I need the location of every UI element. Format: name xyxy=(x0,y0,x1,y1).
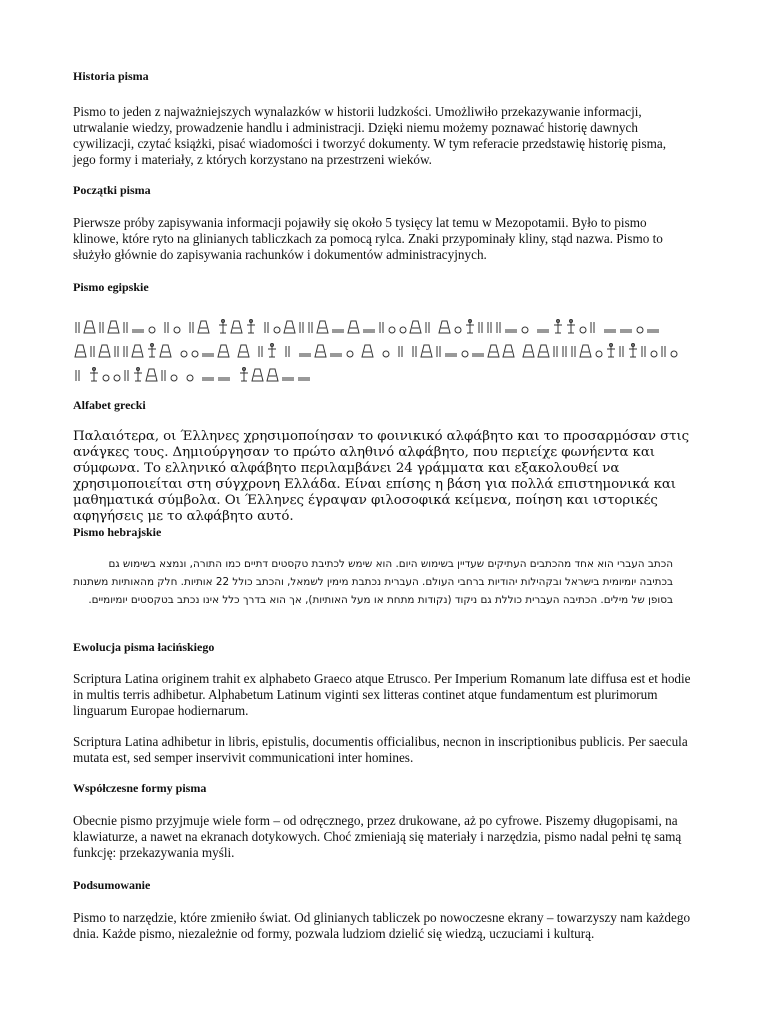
hebrew-heading-block xyxy=(73,524,691,540)
hieroglyph-glyph xyxy=(399,346,402,357)
hieroglyph-glyph xyxy=(267,369,278,381)
summary-block xyxy=(73,910,691,942)
hieroglyph-glyph xyxy=(103,375,109,381)
hieroglyph-glyph xyxy=(538,345,549,357)
hieroglyph-glyph xyxy=(466,320,474,334)
latin-block-1 xyxy=(73,671,691,719)
hieroglyph-glyph xyxy=(439,321,450,333)
hieroglyph-glyph xyxy=(567,320,575,334)
hieroglyph-glyph xyxy=(637,327,643,333)
latin-block-2 xyxy=(73,734,691,766)
hieroglyph-glyph xyxy=(274,327,280,333)
hieroglyph-glyph xyxy=(363,330,375,332)
hieroglyph-glyph xyxy=(282,378,294,380)
hieroglyph-glyph xyxy=(554,346,557,357)
hieroglyph-glyph xyxy=(488,322,491,333)
hieroglyph-glyph xyxy=(389,327,395,333)
hieroglyph-glyph xyxy=(114,375,120,381)
hieroglyph-glyph xyxy=(160,345,171,357)
hieroglyph-glyph xyxy=(75,345,86,357)
hieroglyph-glyph xyxy=(132,345,143,357)
egyptian-heading-block xyxy=(73,279,691,295)
hieroglyph-glyph xyxy=(132,330,144,332)
hieroglyph-glyph xyxy=(651,351,657,357)
hieroglyph-glyph xyxy=(218,345,229,357)
hieroglyph-glyph xyxy=(642,346,645,357)
hieroglyph-glyph xyxy=(299,354,311,356)
beginnings-block xyxy=(73,215,691,263)
hieroglyph-glyph xyxy=(240,368,248,382)
hieroglyph-glyph xyxy=(146,369,157,381)
hieroglyph-glyph xyxy=(523,345,534,357)
hieroglyph-glyph xyxy=(298,378,310,380)
hieroglyph-glyph xyxy=(125,370,128,381)
hieroglyph-glyph xyxy=(174,327,180,333)
hieroglyph-glyph xyxy=(348,321,359,333)
hieroglyph-glyph xyxy=(445,354,457,356)
hieroglyph-glyph xyxy=(268,344,276,358)
hieroglyph-glyph xyxy=(149,327,155,333)
beginnings-paragraph: Pierwsze próby zapisywania informacji pojawiły się około 5 tysięcy lat temu w Mezopotamii. Było to pismo klinowe, które ryto na glinianych tabliczkach za pomocą rylca. Znaki przypominały kliny, stąd nazwa. Pismo to służyło głównie do zapisywania rachunków i dokumentów administracyjnych. xyxy=(73,215,663,262)
greek-paragraph: Παλαιότερα, οι Έλληνες χρησιμοποίησαν το φοινικικό αλφάβητο και το προσαρμόσαν στις ανάγκες τους. Δημιούργησαν το πρώτο αληθινό αλφάβητο, που περιείχε φωνήεντα και σύμφωνα. Το ελληνικό αλφάβητο περιλαμβάνει 24 γράμματα και εξακολουθεί να χρησιμοποιείται στη σύγχρονη Ελλάδα. Είναι επίσης η βάση για πολλά επιστημονικά και μαθηματικά σύμβολα. Οι Έλληνες έγραψαν φιλοσοφικά κείμενα, ποίηση και ιστορικές αφηγήσεις με το αλφάβητο αυτό. xyxy=(73,429,689,524)
hieroglyph-glyph xyxy=(488,345,499,357)
hieroglyph-glyph xyxy=(572,346,575,357)
hieroglyph-glyph xyxy=(537,330,549,332)
section-heading-greek: Alfabet grecki xyxy=(73,398,146,412)
hieroglyph-glyph xyxy=(202,354,214,356)
hieroglyph-glyph xyxy=(591,322,594,333)
modern-block xyxy=(73,813,691,861)
hieroglyph-glyph xyxy=(286,346,289,357)
intro-block xyxy=(73,104,691,168)
section-heading-hebrew: Pismo hebrajskie xyxy=(73,525,162,539)
section-heading-egyptian: Pismo egipskie xyxy=(73,280,149,294)
hieroglyph-glyph xyxy=(202,378,214,380)
hieroglyph-glyph xyxy=(596,351,602,357)
title-block xyxy=(73,68,691,84)
hieroglyph-glyph xyxy=(100,322,103,333)
hieroglyph-glyph xyxy=(505,330,517,332)
hieroglyph-glyph xyxy=(134,368,142,382)
latin-paragraph-1: Scriptura Latina originem trahit ex alphabeto Graeco atque Etrusco. Per Imperium Romanum late diffusa est et hodie in multis terris adhibetur. Alphabetum Latinum viginti sex litteras continet atque fundamentum est plurimorum linguarum Europae hodiernarum. xyxy=(73,671,691,718)
hieroglyph-glyph xyxy=(629,344,637,358)
hieroglyph-glyph xyxy=(162,370,165,381)
hieroglyph-glyph xyxy=(284,321,295,333)
hieroglyph-glyph xyxy=(472,354,484,356)
modern-heading-block xyxy=(73,780,691,796)
latin-heading-block xyxy=(73,639,691,655)
hieroglyph-glyph xyxy=(400,327,406,333)
hieroglyph-glyph xyxy=(362,345,373,357)
summary-paragraph: Pismo to narzędzie, które zmieniło świat. Od glinianych tabliczek po nowoczesne ekrany – towarzyszy nam każdego dnia. Każde pismo, niezależnie od formy, pozwala ludziom dzielić się wiedzą, uczuciami i kulturą. xyxy=(73,910,691,941)
hieroglyph-glyph xyxy=(330,354,342,356)
hieroglyph-glyph xyxy=(580,345,591,357)
greek-block xyxy=(73,429,691,525)
hieroglyph-glyph xyxy=(455,327,461,333)
hieroglyph-glyph xyxy=(99,345,110,357)
hieroglyph-glyph xyxy=(181,351,187,357)
hebrew-block xyxy=(73,555,691,609)
latin-paragraph-2: Scriptura Latina adhibetur in libris, epistulis, documentis officialibus, necnon in inscriptionibus publicis. Per saecula mutata est, sed semper inservivit communicationi inter homines. xyxy=(73,734,688,765)
hieroglyph-glyph xyxy=(259,346,262,357)
hieroglyph-glyph xyxy=(76,370,79,381)
hieroglyph-glyph xyxy=(115,346,118,357)
hieroglyph-glyph xyxy=(76,322,79,333)
hieroglyph-glyph xyxy=(218,378,230,380)
hieroglyph-glyph xyxy=(91,346,94,357)
hieroglyph-glyph xyxy=(383,351,389,357)
hieroglyph-glyph xyxy=(503,345,514,357)
egyptian-block xyxy=(73,313,691,390)
hieroglyph-glyph xyxy=(238,345,249,357)
hieroglyph-glyph xyxy=(647,330,659,332)
hieroglyph-glyph xyxy=(317,321,328,333)
section-heading-modern: Współczesne formy pisma xyxy=(73,781,207,795)
hieroglyph-glyph xyxy=(563,346,566,357)
hieroglyph-glyph xyxy=(148,344,156,358)
hieroglyph-text-image xyxy=(73,313,683,385)
hieroglyph-glyph xyxy=(309,322,312,333)
greek-heading-block xyxy=(73,397,691,413)
hieroglyph-glyph xyxy=(462,351,468,357)
hieroglyph-glyph xyxy=(662,346,665,357)
hieroglyph-glyph xyxy=(315,345,326,357)
hieroglyph-glyph xyxy=(380,322,383,333)
hieroglyph-glyph xyxy=(90,368,98,382)
hieroglyph-glyph xyxy=(604,330,616,332)
hieroglyph-glyph xyxy=(124,346,127,357)
hieroglyph-glyph xyxy=(84,321,95,333)
hebrew-paragraph: הכתב העברי הוא אחד מהכתבים העתיקים שעדיין בשימוש היום. הוא שימש לכתיבת טקסטים דתיים כמו התורה, ונמצא בשימוש גם בכתיבה יומיומית בישראל ובקהילות יהודיות ברחבי העולם. העברית נכתבת מימין לשמאל, והכתב כולל 22 אותיות. חלק מהאותיות משתנות בסופן של מילים. הכתיבה העברית כוללת גם ניקוד (נקודות מתחת או מעל האותיות), אך הוא בדרך כלל אינו נכתב בטקסטים יומיומיים. xyxy=(73,558,673,606)
hieroglyph-glyph xyxy=(187,375,193,381)
hieroglyph-glyph xyxy=(192,351,198,357)
hieroglyph-glyph xyxy=(171,375,177,381)
document-title: Historia pisma xyxy=(73,69,149,83)
hieroglyph-glyph xyxy=(437,346,440,357)
hieroglyph-glyph xyxy=(108,321,119,333)
hieroglyph-glyph xyxy=(231,321,242,333)
hieroglyph-glyph xyxy=(413,346,416,357)
hieroglyph-glyph xyxy=(426,322,429,333)
modern-paragraph: Obecnie pismo przyjmuje wiele form – od odręcznego, przez drukowane, aż po cyfrowe. Piszemy długopisami, na klawiaturze, a nawet na ekranach dotykowych. Choć zmieniają się materiały i narzędzia, pismo nadal pełni tę samą funkcję: przekazywania myśli. xyxy=(73,813,682,860)
section-heading-latin: Ewolucja pisma łacińskiego xyxy=(73,640,215,654)
hieroglyph-glyph xyxy=(265,322,268,333)
intro-paragraph: Pismo to jeden z najważniejszych wynalazków w historii ludzkości. Umożliwiło przekazywanie informacji, utrwalanie wiedzy, prowadzenie handlu i administracji. Dzięki niemu możemy poznawać historię dawnych cywilizacji, czytać książki, pisać wiadomości i tworzyć dokumenty. W tym referacie przedstawię historię pisma, jego formy i materiały, z których korzystano na przestrzeni wieków. xyxy=(73,104,666,167)
hieroglyph-glyph xyxy=(165,322,168,333)
hieroglyph-glyph xyxy=(620,346,623,357)
hieroglyph-glyph xyxy=(347,351,353,357)
hieroglyph-glyph xyxy=(198,321,209,333)
section-heading-beginnings: Początki pisma xyxy=(73,183,151,197)
section-heading-summary: Podsumowanie xyxy=(73,878,151,892)
hieroglyph-glyph xyxy=(580,327,586,333)
hieroglyph-glyph xyxy=(219,320,227,334)
summary-heading-block xyxy=(73,877,691,893)
hieroglyph-glyph xyxy=(124,322,127,333)
hieroglyph-glyph xyxy=(671,351,677,357)
hieroglyph-glyph xyxy=(607,344,615,358)
hieroglyph-glyph xyxy=(620,330,632,332)
hieroglyph-glyph xyxy=(190,322,193,333)
hieroglyph-glyph xyxy=(332,330,344,332)
hieroglyph-glyph xyxy=(421,345,432,357)
hieroglyph-glyph xyxy=(497,322,500,333)
hieroglyph-glyph xyxy=(479,322,482,333)
beginnings-heading-block xyxy=(73,182,691,198)
hieroglyph-glyph xyxy=(252,369,263,381)
hieroglyph-glyph xyxy=(522,327,528,333)
hieroglyph-glyph xyxy=(300,322,303,333)
hieroglyph-glyph xyxy=(554,320,562,334)
hieroglyph-glyph xyxy=(410,321,421,333)
hieroglyph-glyph xyxy=(247,320,255,334)
